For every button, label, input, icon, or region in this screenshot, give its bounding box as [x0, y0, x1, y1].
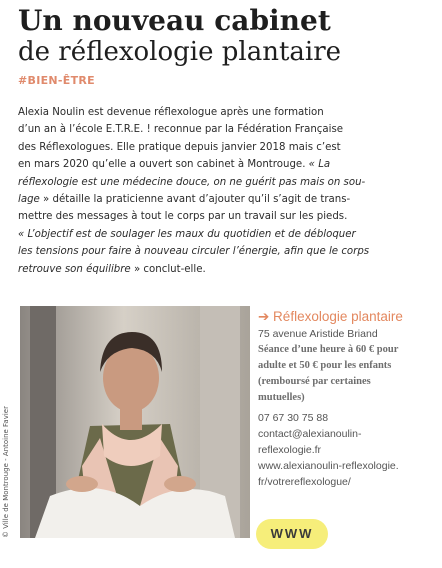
portrait-photo — [20, 306, 250, 538]
info-heading: ➔ Réflexologie plantaire — [258, 309, 403, 324]
body-text-run: » conclut-elle. — [130, 263, 206, 275]
article-line — [18, 104, 433, 121]
category-tag: #BIEN-ÊTRE — [18, 74, 95, 87]
quote-text: les tensions pour faire à nouveau circuler l’énergie, afin que le corps — [18, 246, 370, 258]
website-link[interactable] — [258, 458, 438, 490]
pricing-line: Séance d’une heure à 60 € pour — [258, 344, 399, 355]
article-line — [18, 261, 433, 278]
pricing — [258, 342, 438, 406]
article-line — [18, 243, 433, 260]
body-text-run: » détaille la praticienne avant d’ajouter qu’il s’agit de trans- — [39, 194, 351, 206]
www-badge-label: WWW — [270, 526, 314, 541]
photo-credit: © Ville de Montrouge - Antoine Favier — [2, 406, 10, 538]
article-line — [18, 208, 433, 225]
body-text-run: d’un an à l’école E.T.R.E. ! reconnue par la Fédération Française — [18, 124, 344, 136]
body-text-run: mettre des messages à tout le corps par un travail sur les pieds. — [18, 211, 348, 223]
email-link[interactable] — [258, 426, 438, 458]
body-text-run: des Réflexologues. Elle pratique depuis janvier 2018 mais c’est — [18, 141, 341, 153]
phone-number: 07 67 30 75 88 — [258, 412, 329, 424]
article-line — [18, 191, 433, 208]
article-line — [18, 226, 433, 243]
article-line — [18, 139, 433, 156]
email-line: contact@alexianoulin- — [258, 428, 362, 440]
website-line: fr/votrereflexologue/ — [258, 476, 351, 488]
pricing-line: mutuelles) — [258, 392, 305, 403]
website-line: www.alexianoulin-reflexologie. — [258, 460, 399, 472]
page-title-line-1: Un nouveau cabinet — [18, 4, 331, 37]
article-body — [18, 104, 433, 278]
article-line — [18, 156, 433, 173]
body-text-run: en mars 2020 qu’elle a ouvert son cabinet à Montrouge. — [18, 159, 309, 171]
page-title-line-2: de réflexologie plantaire — [18, 37, 342, 67]
quote-text: retrouve son équilibre — [18, 263, 131, 275]
email-line: reflexologie.fr — [258, 444, 322, 456]
quote-text: réflexologie est une médecine douce, on ne guérit pas mais on sou- — [18, 176, 366, 188]
quote-text: « La — [308, 159, 331, 171]
address: 75 avenue Aristide Briand — [258, 328, 378, 340]
article-line — [18, 121, 433, 138]
practical-info — [258, 308, 438, 490]
pricing-line: (remboursé par certaines — [258, 376, 371, 387]
article-line — [18, 174, 433, 191]
www-badge[interactable] — [256, 519, 328, 549]
quote-text: lage — [18, 194, 40, 206]
quote-text: « L’objectif est de soulager les maux du quotidien et de débloquer — [18, 228, 356, 240]
body-text-run: Alexia Noulin est devenue réflexologue après une formation — [18, 107, 324, 118]
pricing-line: adulte et 50 € pour les enfants — [258, 360, 392, 371]
